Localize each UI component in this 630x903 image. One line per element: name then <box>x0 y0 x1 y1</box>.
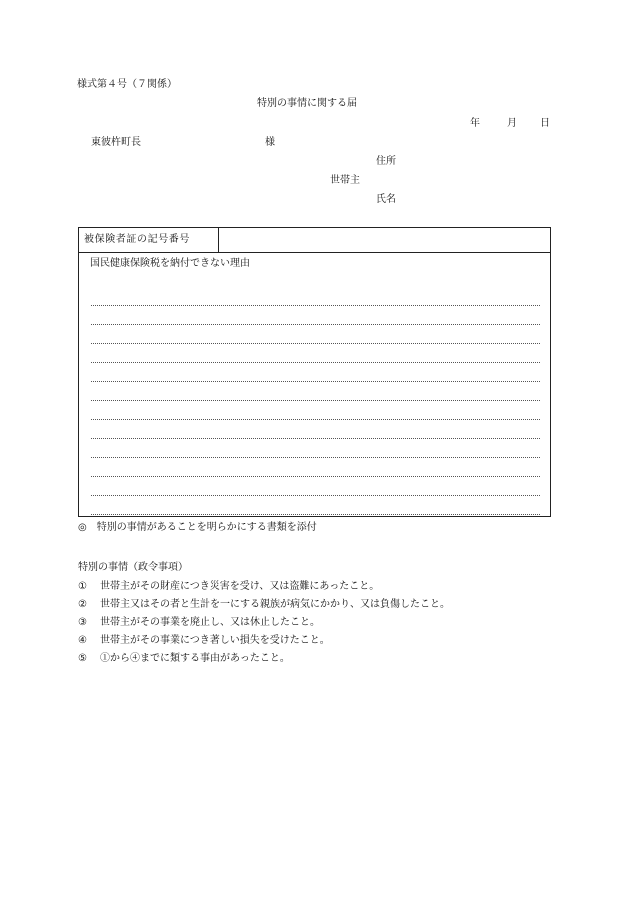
address-label: 住所 <box>376 156 396 167</box>
list-item <box>78 654 290 664</box>
reason-line <box>91 439 540 458</box>
reason-line <box>91 420 540 439</box>
insurance-number-row <box>79 228 550 253</box>
list-item-text: 世帯主がその財産につき災害を受け、又は盗難にあったこと。 <box>100 581 380 592</box>
reason-label: 国民健康保険税を納付できない理由 <box>90 258 250 269</box>
list-item-number: ⑤ <box>78 653 87 664</box>
list-item <box>78 600 450 610</box>
list-item-text: ①から④までに類する事由があったこと。 <box>100 653 290 664</box>
list-item-text: 世帯主がその事業につき著しい損失を受けたこと。 <box>100 635 330 646</box>
list-item-number: ③ <box>78 617 87 628</box>
reason-line <box>91 382 540 401</box>
name-label: 氏名 <box>376 194 396 205</box>
date-day-label: 日 <box>540 118 550 129</box>
form-box <box>78 227 551 517</box>
reason-line <box>91 363 540 382</box>
list-item-number: ② <box>78 599 87 610</box>
date-year-label: 年 <box>470 118 480 129</box>
insurance-number-field[interactable] <box>219 228 550 252</box>
honorific: 様 <box>265 137 275 148</box>
special-circumstances-title: 特別の事情（政令事項） <box>78 562 188 573</box>
date-month-label: 月 <box>507 118 517 129</box>
reason-line <box>91 401 540 420</box>
list-item-number: ① <box>78 581 87 592</box>
reason-line <box>91 325 540 344</box>
form-title: 特別の事情に関する届 <box>257 98 357 109</box>
household-head-label: 世帯主 <box>330 175 360 186</box>
list-item <box>78 618 320 628</box>
list-item <box>78 636 330 646</box>
reason-line <box>91 344 540 363</box>
reason-line <box>91 287 540 306</box>
reason-writing-area[interactable] <box>91 287 540 515</box>
list-item-text: 世帯主又はその者と生計を一にする親族が病気にかかり、又は負傷したこと。 <box>100 599 450 610</box>
form-number: 様式第４号（７関係） <box>77 79 177 90</box>
list-item-text: 世帯主がその事業を廃止し、又は休止したこと。 <box>100 617 320 628</box>
reason-line <box>91 496 540 515</box>
reason-line <box>91 458 540 477</box>
list-item-number: ④ <box>78 635 87 646</box>
list-item <box>78 582 379 592</box>
reason-line <box>91 306 540 325</box>
insurance-number-label: 被保険者証の記号番号 <box>79 228 219 252</box>
attachment-note: ◎ 特別の事情があることを明らかにする書類を添付 <box>78 522 317 533</box>
addressee: 東彼杵町長 <box>91 137 141 148</box>
reason-line <box>91 477 540 496</box>
